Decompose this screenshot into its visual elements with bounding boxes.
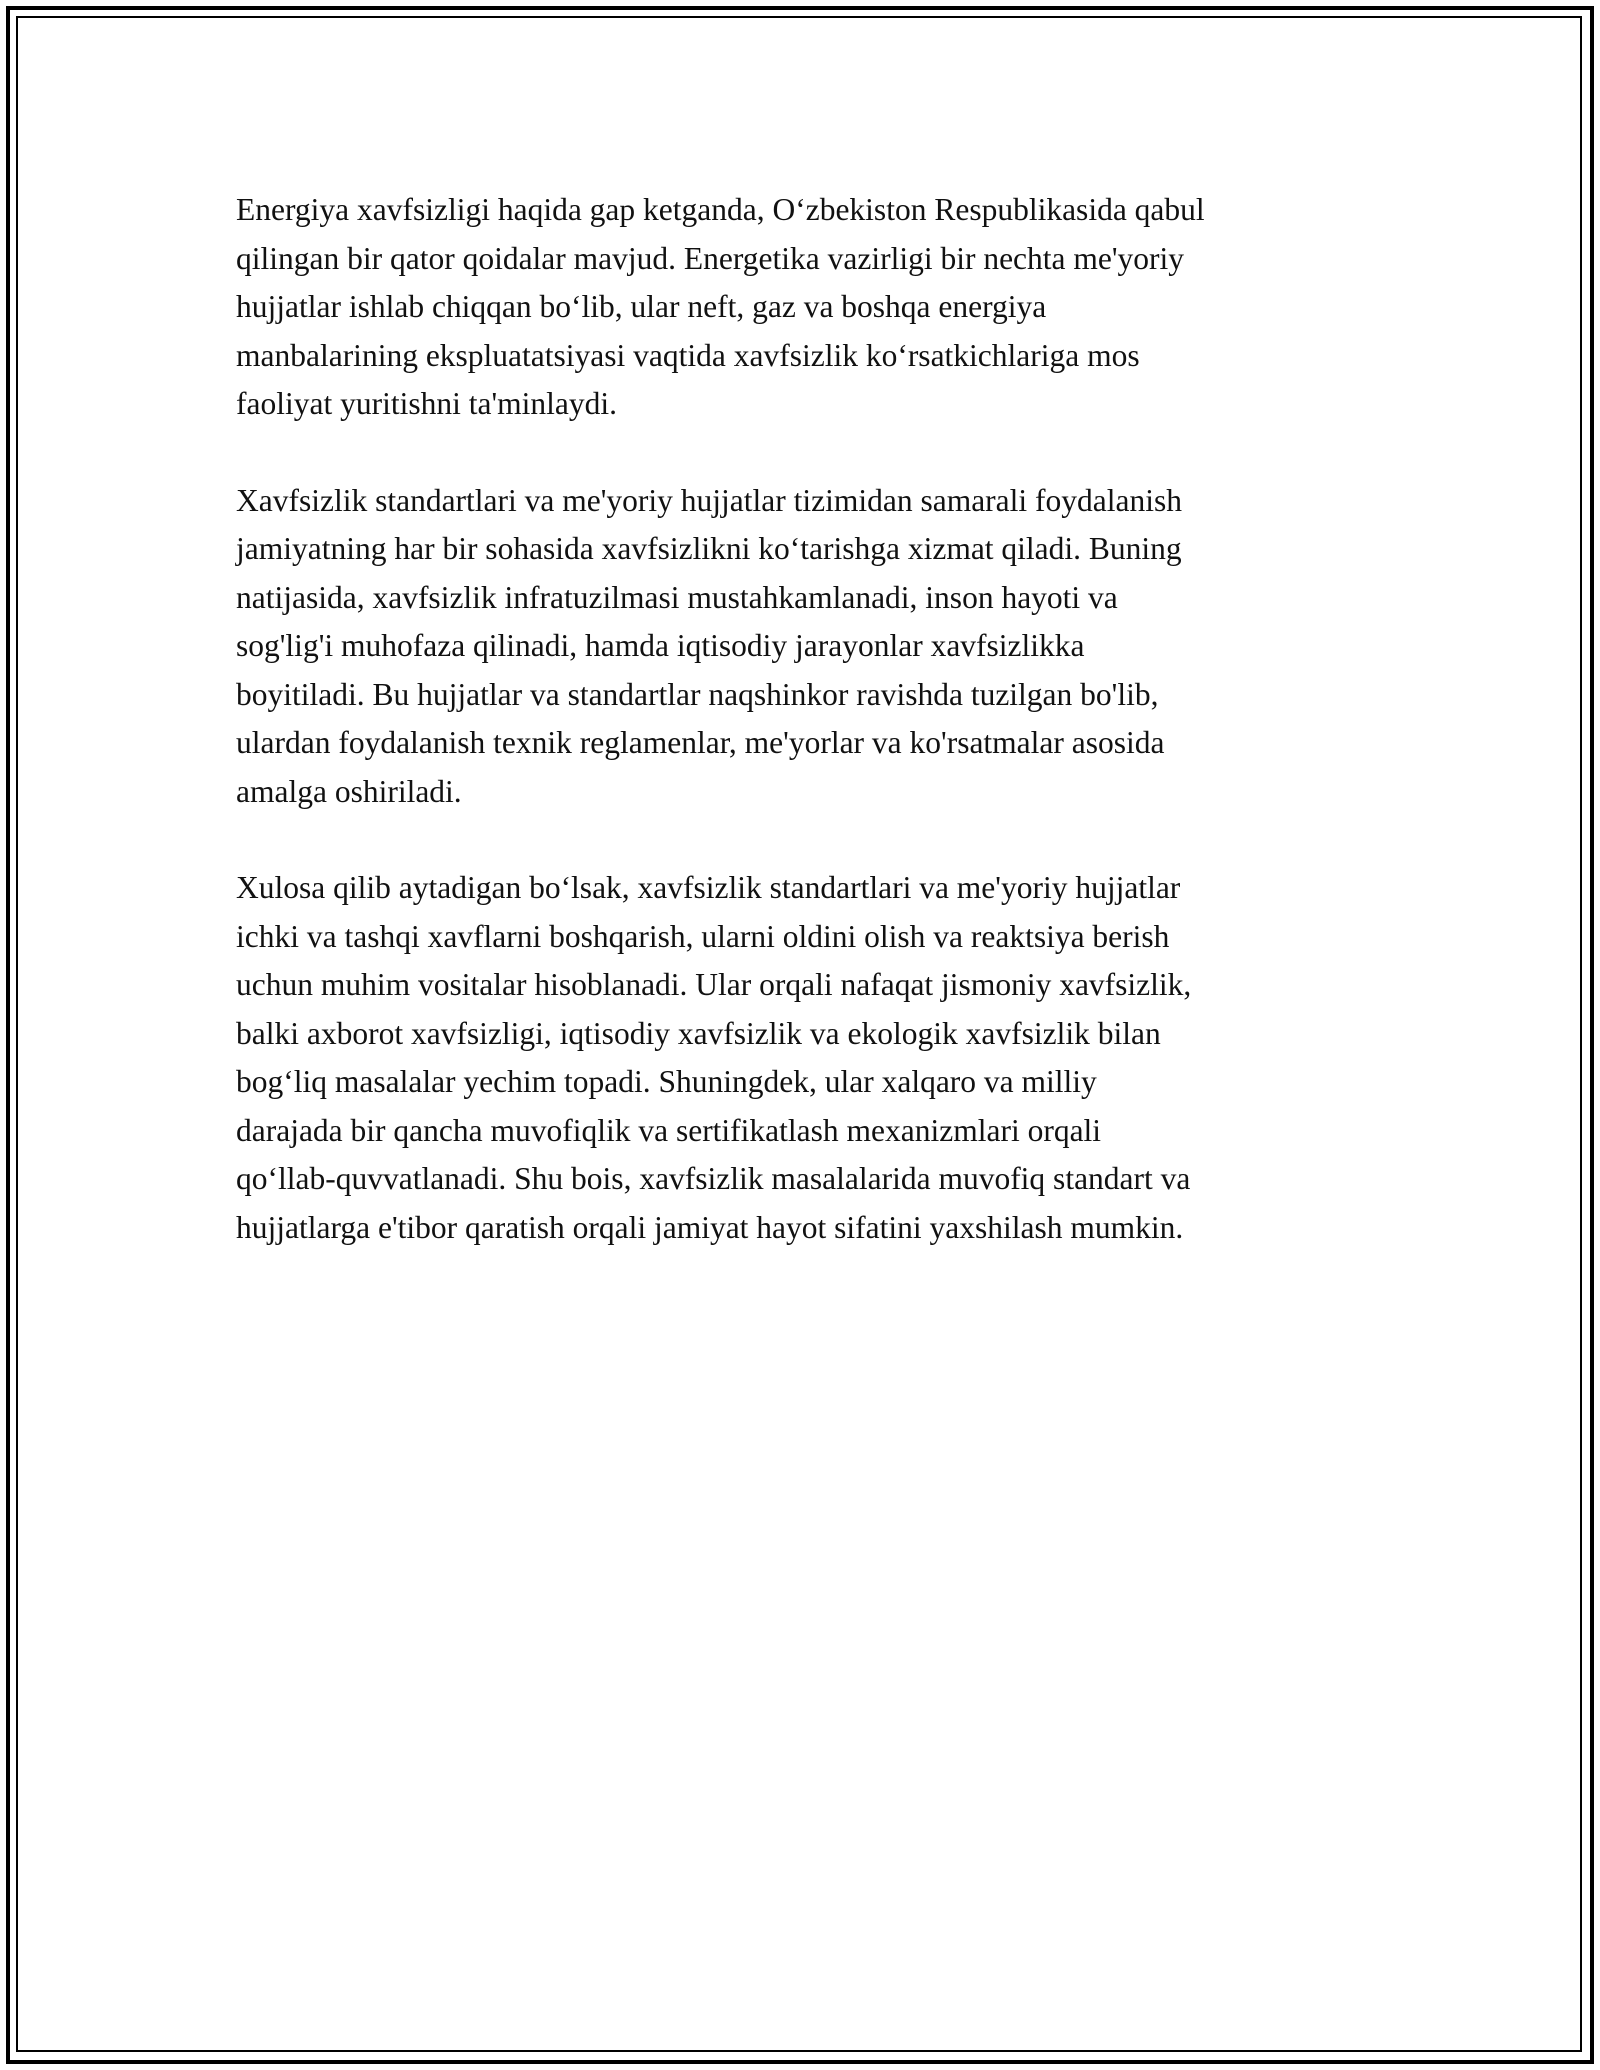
paragraph-safety-standards: Xavfsizlik standartlari va me'yoriy hujjatlar tizimidan samarali foydalanish jamiyatning har bir sohasida xavfsizlikni ko‘tarishga xizmat qiladi. Buning natijasida, xavfsizlik infratuzilmasi mustahkamlanadi, inson hayoti va sog'lig'i muhofaza qilinadi, hamda iqtisodiy jarayonlar xavfsizlikka boyitiladi. Bu hujjatlar va standartlar naqshinkor ravishda tuzilgan bo'lib, ulardan foydalanish texnik reglamenlar, me'yorlar va ko'rsatmalar asosida amalga oshiriladi. [236, 482, 1182, 809]
paragraph-conclusion: Xulosa qilib aytadigan bo‘lsak, xavfsizlik standartlari va me'yoriy hujjatlar ichki va tashqi xavflarni boshqarish, ularni oldini olish va reaktsiya berish uchun muhim vositalar hisoblanadi. Ular orqali nafaqat jismoniy xavfsizlik, balki axborot xavfsizligi, iqtisodiy xavfsizlik va ekologik xavfsizlik bilan bog‘liq masalalar yechim topadi. Shuningdek, ular xalqaro va milliy darajada bir qancha muvofiqlik va sertifikatlash mexanizmlari orqali qo‘llab-quvvatlanadi. Shu bois, xavfsizlik masalalarida muvofiq standart va hujjatlarga e'tibor qaratish orqali jamiyat hayot sifatini yaxshilash mumkin. [236, 870, 1192, 1245]
document-body [236, 186, 1376, 1300]
paragraph-energy-security: Energiya xavfsizligi haqida gap ketganda, O‘zbekiston Respublikasida qabul qilingan bir qator qoidalar mavjud. Energetika vazirligi bir nechta me'yoriy hujjatlar ishlab chiqqan bo‘lib, ular neft, gaz va boshqa energiya manbalarining ekspluatatsiyasi vaqtida xavfsizlik ko‘rsatkichlariga mos faoliyat yuritishni ta'minlaydi. [236, 192, 1205, 421]
